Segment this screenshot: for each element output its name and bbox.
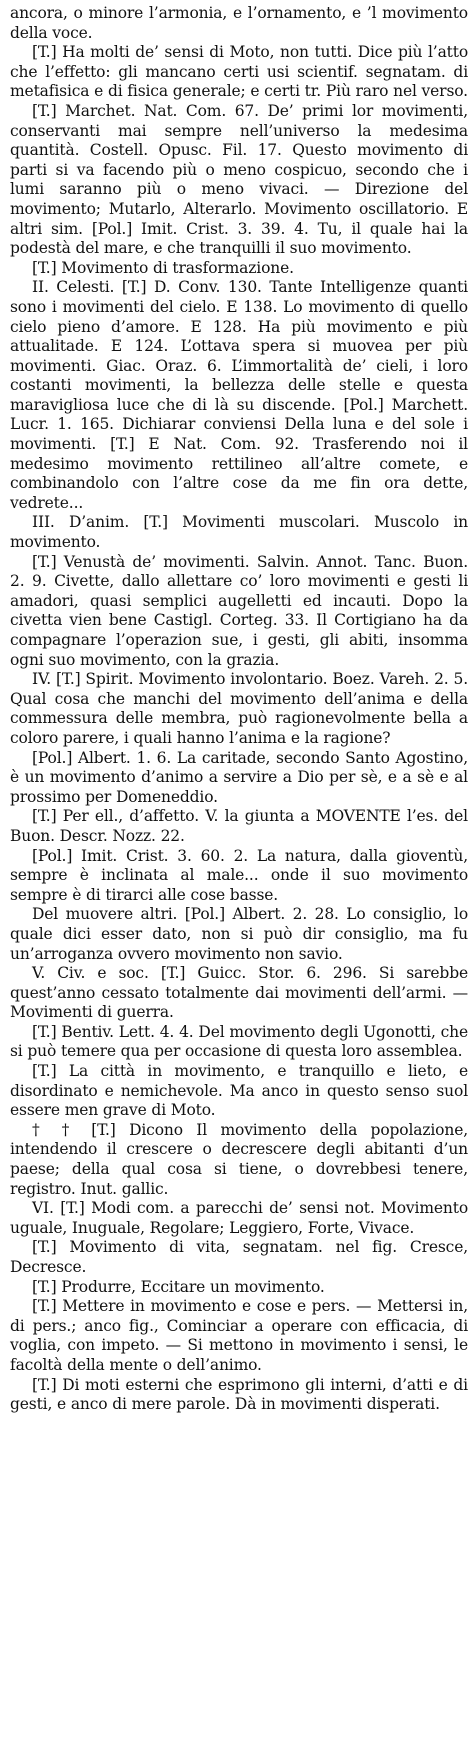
sub-sense: Del muovere altri. [Pol.] Albert. 2. 28. Lo consiglio, lo quale dici esser dato, non si può dir consiglio, ma fu un’arroganza ovvero movimento non savio. xyxy=(10,905,468,963)
entry-continuation: ancora, o minore l’armonia, e l’ornamento, e ’l movimento della voce. xyxy=(10,4,468,42)
sub-sense: [T.] Movimento di trasformazione. xyxy=(32,258,294,277)
citation-paragraph: [T.] La città in movimento, e tranquillo e lieto, e disordinato e nemichevole. Ma anco in questo senso suol essere men grave di Moto. xyxy=(10,1062,468,1120)
citation-paragraph: [Pol.] Albert. 1. 6. La caritade, secondo Santo Agostino, è un movimento d’animo a servire a Dio per sè, e a sè e al prossimo per Domeneddio. xyxy=(10,748,468,806)
usage-note: † † [T.] Dicono Il movimento della popolazione, intendendo il crescere o decrescere degli abitanti d’un paese; della qual cosa si tiene, o dovrebbesi tenere, registro. Inut. gallic. xyxy=(10,1120,468,1198)
sense-iii-animali: III. D’anim. [T.] Movimenti muscolari. Muscolo in movimento. xyxy=(10,513,468,552)
sub-sense: [T.] Movimento di vita, segnatam. nel fig. Cresce, Decresce. xyxy=(10,1238,468,1276)
sense-vi-modi: VI. [T.] Modi com. a parecchi de’ sensi not. Movimento uguale, Inuguale, Regolare; Leggiero, Forte, Vivace. xyxy=(10,1199,468,1237)
citation-paragraph: [T.] Per ell., d’affetto. V. la giunta a MOVENTE l’es. del Buon. Descr. Nozz. 22. xyxy=(10,807,468,845)
sub-sense: [T.] Mettere in movimento e cose e pers. — Mettersi in, di pers.; anco fig., Cominciar a operare con efficacia, di voglia, con impeto. — Si mettono in movimento i sensi, le facoltà della mente o dell’animo. xyxy=(10,1297,468,1374)
sense-v-civile: V. Civ. e soc. [T.] Guicc. Stor. 6. 296. Si sarebbe quest’anno cessato totalmente dai movimenti dell’armi. — Movimenti di guerra. xyxy=(10,964,468,1022)
sense-iv-spirituale: IV. [T.] Spirit. Movimento involontario. Boez. Vareh. 2. 5. Qual cosa che manchi del movimento dell’anima e della commessura delle membra, può ragionevolmente bella a coloro parere, i quali hanno l’anima e la ragione? xyxy=(10,670,468,747)
citation-paragraph: [T.] Marchet. Nat. Com. 67. De’ primi lor movimenti, conservanti mai sempre nell’universo la medesima quantità. Costell. Opusc. Fil. 17. Questo movimento di parti si va facendo più o meno cospicuo, secondo che i lumi saranno più o meno vivaci. — Direzione del movimento; Mutarlo, Alterarlo. Movimento oscillatorio. E altri sim. [Pol.] Imit. Crist. 3. 39. 4. Tu, il quale hai la podestà del mare, e che tranquilli il suo movimento. xyxy=(10,101,468,258)
sub-sense: [T.] Produrre, Eccitare un movimento. xyxy=(32,1277,325,1296)
sub-sense: [T.] Di moti esterni che esprimono gli interni, d’atti e di gesti, e anco di mere parole. Dà in movimenti disperati. xyxy=(10,1375,468,1414)
citation-paragraph: [T.] Venustà de’ movimenti. Salvin. Annot. Tanc. Buon. 2. 9. Civette, dallo allettare co’ loro movimenti e gesti li amadori, quasi semplici augelletti ed incauti. Dopo la civetta vien bene Castigl. Corteg. 33. Il Cortigiano ha da compagnare l’operazion sue, i gesti, gli abiti, insomma ogni suo movimento, con la grazia. xyxy=(10,552,468,669)
citation-paragraph: [Pol.] Imit. Crist. 3. 60. 2. La natura, dalla gioventù, sempre è inclinata al male... onde il suo movimento sempre è di tirarci alle cose basse. xyxy=(10,846,468,904)
citation-paragraph: [T.] Bentiv. Lett. 4. 4. Del movimento degli Ugonotti, che si può temere qua per occasione di questa loro assemblea. xyxy=(10,1022,468,1061)
sense-ii-celesti: II. Celesti. [T.] D. Conv. 130. Tante Intelligenze quanti sono i movimenti del cielo. E 138. Lo movimento di quello cielo pieno d’amore. E 128. Ha più movimento e più attualitade. E 124. L’ottava spera si muovea per più movimenti. Giac. Oraz. 6. L’immortalità de’ cieli, i loro costanti movimenti, la bellezza delle stelle e questa maravigliosa luce che di là su discende. [Pol.] Marchett. Lucr. 1. 165. Dichiarar conviensi Della luna e del sole i movimenti. [T.] E Nat. Com. 92. Trasferendo noi il medesimo movimento rettilineo all’altre comete, e combinandolo con l’altre cose da me fin ora dette, vedrete... xyxy=(10,278,468,512)
usage-note: [T.] Ha molti de’ sensi di Moto, non tutti. Dice più l’atto che l’effetto: gli mancano certi usi scientif. segnatam. di metafisica e di fisica generale; e certi tr. Più raro nel verso. xyxy=(10,43,468,101)
